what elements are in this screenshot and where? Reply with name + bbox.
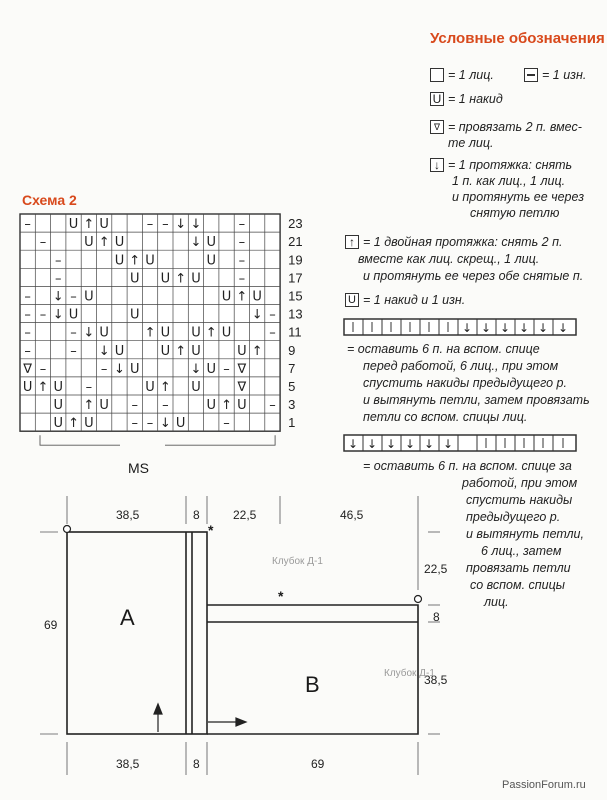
chart-symbol: – xyxy=(238,271,246,287)
repeat-bracket-right xyxy=(165,435,275,445)
chart-symbol: ↓ xyxy=(175,217,187,233)
down-arrow-icon: ↓ xyxy=(430,158,444,172)
legend-cable-front-2: работой, при этом xyxy=(462,476,578,490)
knitting-chart xyxy=(18,212,318,487)
chart-symbol: U xyxy=(114,253,125,269)
chart-symbol: ↓ xyxy=(52,289,64,305)
site-watermark: PassionForum.ru xyxy=(502,779,586,791)
chart-symbol: ↑ xyxy=(37,379,49,395)
legend-cable-front-5: и вытянуть петли, xyxy=(466,527,584,541)
chart-symbol: U xyxy=(68,217,79,233)
chart-symbol: U xyxy=(84,235,94,251)
chart-symbol: – xyxy=(269,325,276,341)
svg-text:↓: ↓ xyxy=(557,321,569,335)
legend-cable-back-3: спустить накиды предыдущего р. xyxy=(363,376,567,390)
chart-symbol: U xyxy=(99,325,109,341)
chart-symbol: ↑ xyxy=(159,379,171,395)
legend-cable-front-1: = оставить 6 п. на вспом. спице за xyxy=(363,459,572,473)
chart-symbol: – xyxy=(238,217,246,233)
svg-text:↓: ↓ xyxy=(518,321,530,335)
svg-text:↓: ↓ xyxy=(385,437,397,451)
legend-title: Условные обозначения xyxy=(430,30,605,47)
dim-top-1: 38,5 xyxy=(116,508,140,522)
chart-symbol: ∇ xyxy=(237,379,247,395)
chart-symbol: – xyxy=(24,325,31,341)
chart-symbol: – xyxy=(55,271,62,287)
svg-text:↓: ↓ xyxy=(442,437,454,451)
chart-symbol: U xyxy=(175,416,186,432)
chart-symbol: ↑ xyxy=(251,343,263,359)
chart-symbol: U xyxy=(53,398,64,414)
dim-right-3: 38,5 xyxy=(424,673,448,687)
chart-row-label: 19 xyxy=(288,252,303,268)
chart-symbol: U xyxy=(114,343,125,359)
chart-row-label: 11 xyxy=(288,324,302,340)
yarn-over-icon: U xyxy=(430,92,444,106)
chart-symbol: ↑ xyxy=(175,271,187,287)
chart-symbol: – xyxy=(85,379,93,395)
chart-row-label: 9 xyxy=(288,342,296,358)
chart-symbol: U xyxy=(221,289,232,305)
chart-symbol: U xyxy=(129,361,140,377)
chart-symbol: U xyxy=(191,343,201,359)
repeat-bracket-left xyxy=(40,435,120,445)
chart-row-label: 7 xyxy=(288,360,296,376)
chart-symbol: – xyxy=(131,416,138,432)
svg-text:↓: ↓ xyxy=(461,321,473,335)
dim-bottom-2: 8 xyxy=(193,757,200,771)
chart-symbol: ↓ xyxy=(98,343,110,359)
repeat-label: MS xyxy=(128,460,149,476)
chart-symbol: – xyxy=(24,343,31,359)
legend-knit-text: = 1 лиц. xyxy=(448,68,494,82)
chart-symbol: – xyxy=(269,398,276,414)
legend-cable-front-3: спустить накиды xyxy=(466,493,573,507)
chart-symbol: U xyxy=(68,307,79,323)
chart-symbol: U xyxy=(221,325,232,341)
chart-symbol: – xyxy=(162,217,169,233)
chart-symbol: – xyxy=(70,289,77,305)
chart-symbol: U xyxy=(53,416,64,432)
chart-symbol: U xyxy=(84,289,94,305)
dim-top-4: 46,5 xyxy=(340,508,364,522)
chart-symbol: – xyxy=(238,253,246,269)
chart-symbol: – xyxy=(146,416,154,432)
chart-symbol: ↓ xyxy=(190,361,202,377)
dim-right-2: 8 xyxy=(433,610,440,624)
legend-k2tog-text-1: = провязать 2 п. вмес- xyxy=(448,120,582,134)
svg-text:↓: ↓ xyxy=(537,321,549,335)
chart-row-label: 17 xyxy=(288,270,303,286)
legend-skp-text-3: и протянуть ее через xyxy=(452,190,585,204)
chart-symbol: – xyxy=(238,235,246,251)
k2tog-icon: ∇ xyxy=(430,120,444,134)
chart-symbol: – xyxy=(24,307,31,323)
chart-symbol: U xyxy=(114,235,125,251)
chart-symbol: – xyxy=(131,398,138,414)
chart-symbol: ↑ xyxy=(98,235,110,251)
legend-purl-text: = 1 изн. xyxy=(542,68,587,82)
chart-symbol: ↓ xyxy=(113,361,125,377)
chart-symbol: ↑ xyxy=(221,398,233,414)
star-marker-1: * xyxy=(208,522,214,538)
dim-top-3: 22,5 xyxy=(233,508,257,522)
dim-right-1: 22,5 xyxy=(424,562,448,576)
legend-k2tog-text-2: те лиц. xyxy=(448,136,494,150)
svg-text:↓: ↓ xyxy=(423,437,435,451)
legend-yo-purl-text: = 1 накид и 1 изн. xyxy=(363,293,466,307)
dim-bottom-3: 69 xyxy=(311,757,325,771)
chart-row-label: 21 xyxy=(288,234,303,250)
svg-text:↓: ↓ xyxy=(347,437,359,451)
legend-cable-front-4: предыдущего р. xyxy=(466,510,561,524)
chart-row-label: 13 xyxy=(288,306,303,322)
chart-symbol: U xyxy=(160,325,171,341)
chart-symbol: U xyxy=(145,379,155,395)
dim-top-2: 8 xyxy=(193,508,200,522)
chart-symbol: – xyxy=(223,416,230,432)
chart-symbol: – xyxy=(162,398,169,414)
chart-symbol: – xyxy=(55,253,62,269)
yo-purl-icon: U xyxy=(345,293,359,307)
chart-symbol: ↓ xyxy=(251,307,263,323)
svg-text:↓: ↓ xyxy=(499,321,511,335)
legend-dbl-text-2: вместе как лиц. скрещ., 1 лиц. xyxy=(358,252,540,266)
chart-row-label: 23 xyxy=(288,216,303,232)
chart-symbol: U xyxy=(191,271,201,287)
chart-symbol: U xyxy=(99,398,109,414)
chart-symbol: ↓ xyxy=(83,325,95,341)
chart-symbol: – xyxy=(24,217,31,233)
cable-front-symbol-icon xyxy=(343,434,578,452)
chart-row-label: 3 xyxy=(288,397,296,413)
chart-symbol: – xyxy=(24,289,31,305)
chart-symbol: ↑ xyxy=(129,253,141,269)
chart-symbol: ↑ xyxy=(68,416,80,432)
chart-row-label: 1 xyxy=(288,415,296,431)
legend-dbl-text-3: и протянуть ее через обе снятые п. xyxy=(363,269,584,283)
chart-symbol: ↑ xyxy=(144,325,156,341)
chart-symbol: ↑ xyxy=(83,398,95,414)
chart-symbol: U xyxy=(206,253,217,269)
chart-symbol: – xyxy=(39,235,47,251)
chart-symbol: U xyxy=(206,235,217,251)
legend-cable-front-9: лиц. xyxy=(484,595,509,609)
chart-symbol: U xyxy=(22,379,33,395)
chart-symbol: ↑ xyxy=(83,217,95,233)
chart-symbol: ∇ xyxy=(237,361,247,377)
svg-text:↓: ↓ xyxy=(366,437,378,451)
up-arrow-icon: ↑ xyxy=(345,235,359,249)
chart-symbol: U xyxy=(129,271,140,287)
chart-symbol: U xyxy=(129,307,140,323)
chart-symbol: U xyxy=(237,343,247,359)
chart-symbol: – xyxy=(269,307,276,323)
dim-left: 69 xyxy=(44,618,58,632)
chart-symbol: U xyxy=(145,253,155,269)
chart-symbol: U xyxy=(160,271,171,287)
legend-cable-back-1: = оставить 6 п. на вспом. спице xyxy=(347,342,540,356)
svg-text:↓: ↓ xyxy=(404,437,416,451)
legend-skp-text-4: снятую петлю xyxy=(470,206,560,220)
legend-cable-front-7: провязать петли xyxy=(466,561,571,575)
chart-symbol: U xyxy=(53,379,64,395)
chart-symbol: U xyxy=(237,398,247,414)
chart-symbol: U xyxy=(252,289,262,305)
legend-cable-front-8: со вспом. спицы xyxy=(470,578,565,592)
legend-yo-text: = 1 накид xyxy=(448,92,503,106)
legend-cable-back-5: петли со вспом. спицы лиц. xyxy=(363,410,528,424)
chart-symbol: ↓ xyxy=(190,217,202,233)
chart-symbol: – xyxy=(70,325,77,341)
chart-symbol: U xyxy=(206,361,217,377)
chart-symbol: ↑ xyxy=(175,343,187,359)
chart-symbol: ↓ xyxy=(159,416,171,432)
chart-symbol: U xyxy=(191,379,201,395)
chart-symbol: – xyxy=(39,307,47,323)
chart-symbol: ↓ xyxy=(190,235,202,251)
purl-symbol-icon xyxy=(524,68,538,82)
legend-cable-front-6: 6 лиц., затем xyxy=(481,544,562,558)
chart-row-label: 5 xyxy=(288,378,296,394)
chart-symbol: – xyxy=(39,361,47,377)
chart-symbol: ↓ xyxy=(52,307,64,323)
cable-back-symbol-icon xyxy=(343,318,578,336)
chart-symbol: ↑ xyxy=(236,289,248,305)
garment-pattern-diagram xyxy=(0,490,440,795)
legend-dbl-text-1: = 1 двойная протяжка: снять 2 п. xyxy=(363,235,563,249)
piece-b-label: B xyxy=(305,672,320,697)
knit-symbol-icon xyxy=(430,68,444,82)
watermark-1: Клубок Д-1 xyxy=(272,556,323,567)
legend-skp-text-2: 1 п. как лиц., 1 лиц. xyxy=(452,174,566,188)
chart-symbol: – xyxy=(223,361,230,377)
dim-bottom-1: 38,5 xyxy=(116,757,140,771)
legend-skp-text-1: = 1 протяжка: снять xyxy=(448,158,573,172)
chart-symbol: – xyxy=(70,343,77,359)
svg-text:↓: ↓ xyxy=(480,321,492,335)
chart-symbol: U xyxy=(191,325,201,341)
schema-title: Схема 2 xyxy=(22,192,77,208)
chart-symbol: ∇ xyxy=(23,361,33,377)
chart-symbol: U xyxy=(206,398,217,414)
legend-cable-back-4: и вытянуть петли, затем провязать xyxy=(363,393,590,407)
legend-cable-back-2: перед работой, 6 лиц., при этом xyxy=(363,359,559,373)
watermark-2: Клубок Д-1 xyxy=(384,668,435,679)
star-marker-2: * xyxy=(278,588,284,604)
chart-symbol: – xyxy=(146,217,154,233)
chart-symbol: ↑ xyxy=(205,325,217,341)
chart-symbol: U xyxy=(99,217,109,233)
chart-symbol: – xyxy=(100,361,108,377)
chart-symbol: U xyxy=(160,343,171,359)
chart-row-label: 15 xyxy=(288,288,303,304)
chart-symbol: U xyxy=(84,416,94,432)
piece-a-label: A xyxy=(120,605,135,630)
